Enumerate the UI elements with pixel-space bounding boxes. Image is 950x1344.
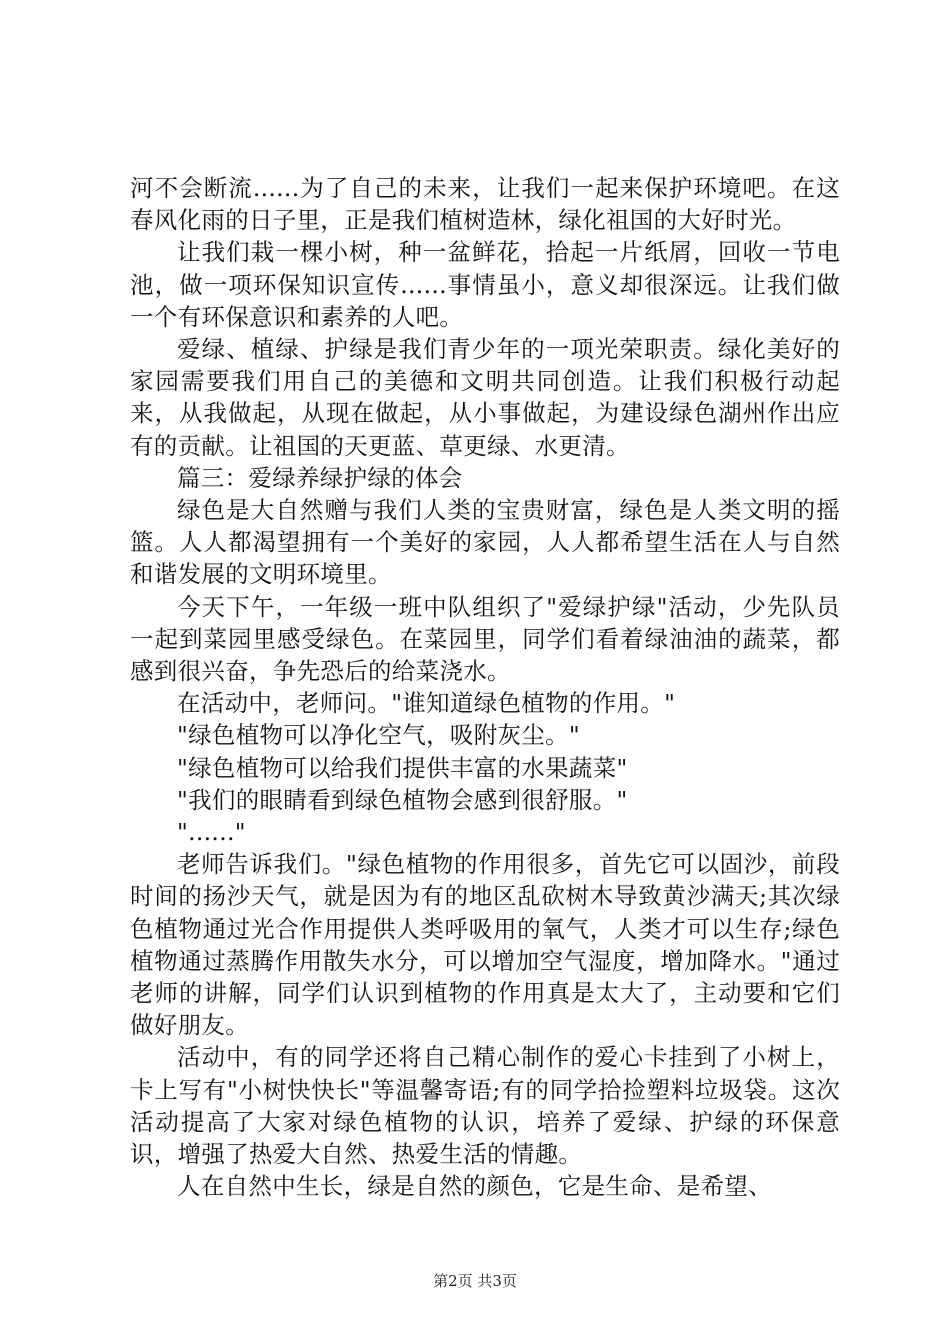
body-paragraph: 老师告诉我们。"绿色植物的作用很多，首先它可以固沙，前段时间的扬沙天气，就是因为有的地区乱砍树木导致黄沙满天;其次绿色植物通过光合作用提供人类呼吸用的氧气，人类才可以生存;绿色植物通过蒸腾作用散失水分，可以增加空气湿度，增加降水。"通过老师的讲解，同学们认识到植物的作用真是太大了，主动要和它们做好朋友。 bbox=[130, 850, 840, 1040]
body-paragraph: 爱绿、植绿、护绿是我们青少年的一项光荣职责。绿化美好的家园需要我们用自己的美德和文明共同创造。让我们积极行动起来，从我做起，从现在做起，从小事做起，为建设绿色湖州作出应有的贡献。让祖国的天更蓝、草更绿、水更清。 bbox=[130, 335, 840, 460]
body-paragraph: 人在自然中生长，绿是自然的颜色，它是生命、是希望、 bbox=[177, 1172, 772, 1201]
body-paragraph: "绿色植物可以净化空气，吸附灰尘。" bbox=[177, 721, 581, 750]
body-paragraph: 让我们栽一棵小树，种一盆鲜花，拾起一片纸屑，回收一节电池，做一项环保知识宣传......事情虽小，意义却很深远。让我们做一个有环保意识和素养的人吧。 bbox=[130, 238, 840, 331]
body-paragraph: "我们的眼睛看到绿色植物会感到很舒服。" bbox=[177, 785, 628, 814]
body-paragraph: 活动中，有的同学还将自己精心制作的爱心卡挂到了小树上，卡上写有"小树快快长"等温馨寄语;有的同学拾捡塑料垃圾袋。这次活动提高了大家对绿色植物的认识，培养了爱绿、护绿的环保意识，增强了热爱大自然、热爱生活的情趣。 bbox=[130, 1043, 840, 1169]
document-body bbox=[130, 172, 840, 1203]
body-paragraph: "绿色植物可以给我们提供丰富的水果蔬菜" bbox=[177, 753, 628, 782]
page-footer: 第2页 共3页 bbox=[433, 1272, 517, 1290]
body-paragraph: "......" bbox=[177, 818, 246, 847]
body-paragraph: 篇三：爱绿养绿护绿的体会 bbox=[177, 463, 463, 492]
body-paragraph: 绿色是大自然赠与我们人类的宝贵财富，绿色是人类文明的摇篮。人人都渴望拥有一个美好的家园，人人都希望生活在人与自然和谐发展的文明环境里。 bbox=[130, 496, 840, 589]
body-paragraph: 河不会断流......为了自己的未来，让我们一起来保护环境吧。在这春风化雨的日子里，正是我们植树造林，绿化祖国的大好时光。 bbox=[130, 174, 840, 235]
body-paragraph: 今天下午，一年级一班中队组织了"爱绿护绿"活动，少先队员一起到菜园里感受绿色。在菜园里，同学们看着绿油油的蔬菜，都感到很兴奋，争先恐后的给菜浇水。 bbox=[130, 592, 840, 686]
body-paragraph: 在活动中，老师问。"谁知道绿色植物的作用。" bbox=[177, 689, 676, 718]
